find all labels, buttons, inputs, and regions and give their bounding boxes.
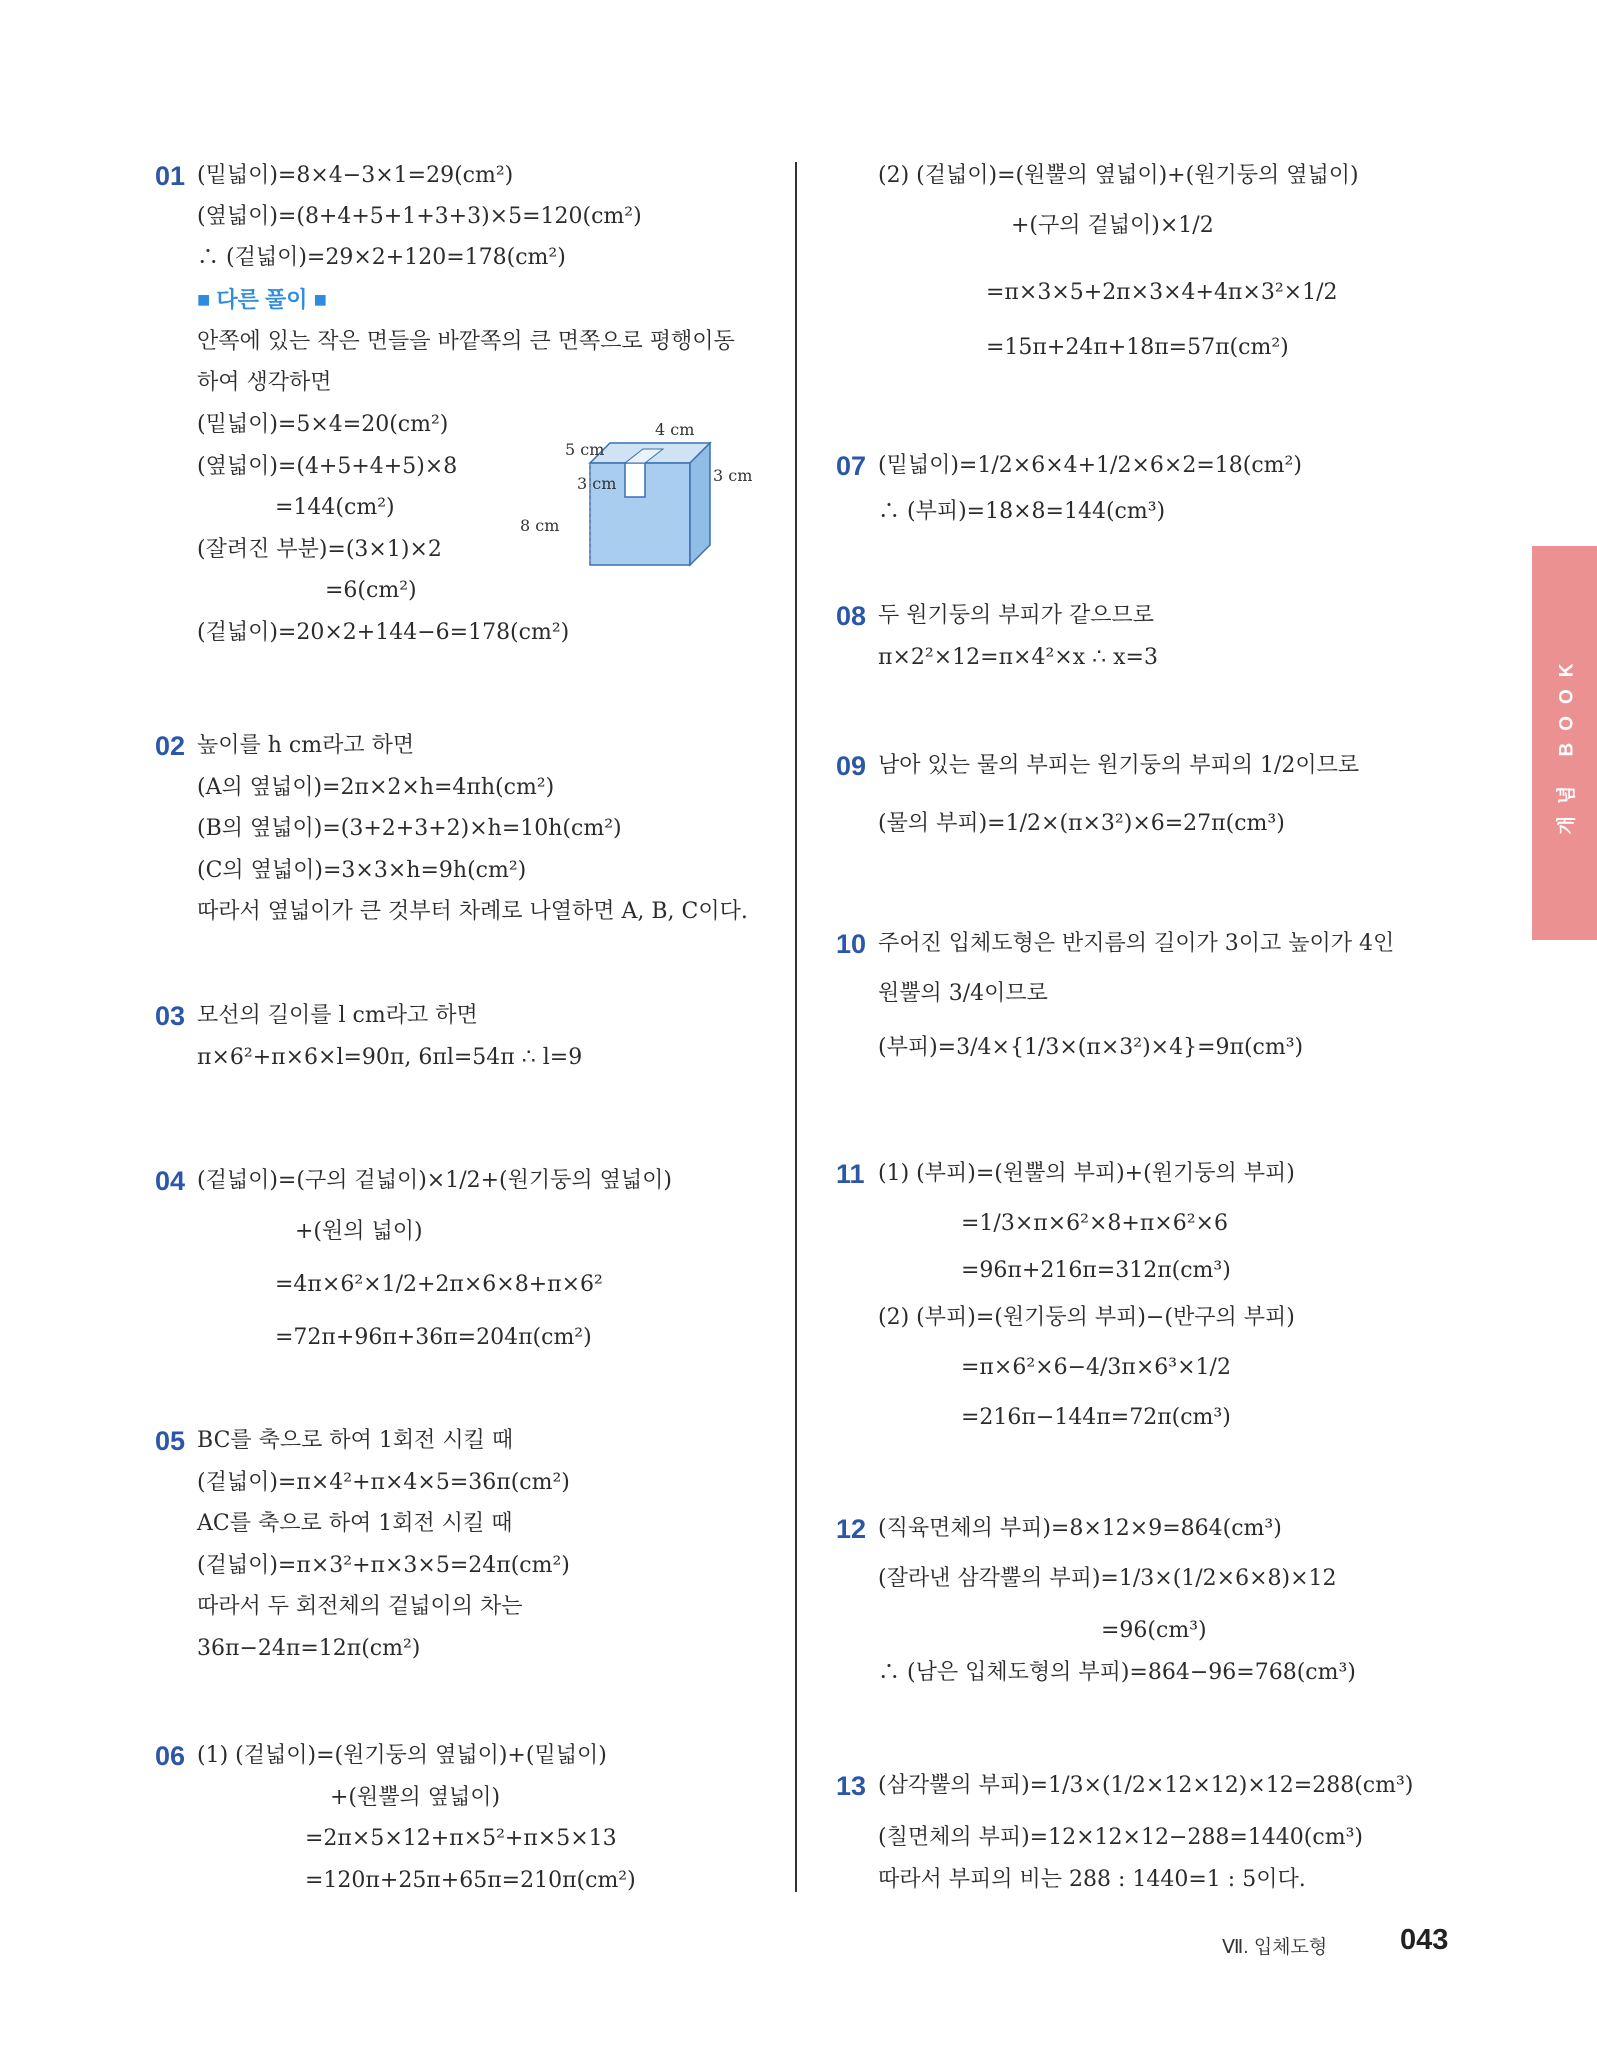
solution-line: =144(cm²) — [275, 495, 395, 520]
solution-line: (옆넓이)=(8+4+5+1+3+3)×5=120(cm²) — [197, 204, 642, 229]
solution-line: (밑넓이)=8×4−3×1=29(cm²) — [197, 163, 514, 188]
problem-number: 03 — [155, 1001, 186, 1031]
dim-label: 3 cm — [577, 474, 617, 493]
solution-line: (옆넓이)=(4+5+4+5)×8 — [197, 454, 458, 479]
solution-line: 두 원기둥의 부피가 같으므로 — [878, 603, 1155, 628]
solution-line: =4π×6²×1/2+2π×6×8+π×6² — [275, 1272, 603, 1297]
solution-line: 따라서 두 회전체의 겉넓이의 차는 — [197, 1594, 523, 1619]
solution-line: =120π+25π+65π=210π(cm²) — [305, 1868, 636, 1893]
prism-figure — [515, 415, 755, 585]
solution-line: (겉넓이)=(구의 겉넓이)×1/2+(원기둥의 옆넓이) — [197, 1168, 672, 1193]
solution-line: +(구의 겉넓이)×1/2 — [1011, 213, 1214, 238]
solution-line: (직육면체의 부피)=8×12×9=864(cm³) — [878, 1516, 1282, 1541]
solution-line: =π×3×5+2π×3×4+4π×3²×1/2 — [986, 280, 1338, 305]
solution-line: =72π+96π+36π=204π(cm²) — [275, 1325, 592, 1350]
solution-line: (잘려진 부분)=(3×1)×2 — [197, 537, 442, 562]
problem-number: 06 — [155, 1741, 186, 1771]
solution-line: 원뿔의 3/4이므로 — [878, 981, 1048, 1006]
solution-line: =96π+216π=312π(cm³) — [961, 1258, 1231, 1283]
solution-line: BC를 축으로 하여 1회전 시킬 때 — [197, 1428, 514, 1453]
problem-number: 11 — [836, 1159, 865, 1189]
solution-line: (1) (부피)=(원뿔의 부피)+(원기둥의 부피) — [878, 1161, 1295, 1186]
problem-number: 13 — [836, 1771, 867, 1801]
page-number: 043 — [1400, 1924, 1449, 1956]
solution-line: 높이를 h cm라고 하면 — [197, 733, 415, 758]
side-tab-label: 개념 BOOK — [1556, 651, 1577, 835]
solution-line: (2) (부피)=(원기둥의 부피)−(반구의 부피) — [878, 1305, 1295, 1330]
problem-number: 12 — [836, 1514, 867, 1544]
solution-line: 주어진 입체도형은 반지름의 길이가 3이고 높이가 4인 — [878, 931, 1395, 956]
solution-line: 하여 생각하면 — [197, 370, 332, 395]
solution-line: (삼각뿔의 부피)=1/3×(1/2×12×12)×12=288(cm³) — [878, 1773, 1414, 1798]
dim-label: 5 cm — [565, 440, 605, 459]
solution-line: (2) (겉넓이)=(원뿔의 옆넓이)+(원기둥의 옆넓이) — [878, 163, 1359, 188]
problem-number: 01 — [155, 161, 186, 191]
solution-line: ∴ (남은 입체도형의 부피)=864−96=768(cm³) — [878, 1660, 1356, 1685]
solution-line: ∴ (겉넓이)=29×2+120=178(cm²) — [197, 245, 566, 270]
solution-line: 남아 있는 물의 부피는 원기둥의 부피의 1/2이므로 — [878, 753, 1360, 778]
dim-label: 3 cm — [713, 466, 753, 485]
problem-number: 10 — [836, 929, 867, 959]
solution-line: (겉넓이)=π×4²+π×4×5=36π(cm²) — [197, 1470, 570, 1495]
solution-line: 따라서 옆넓이가 큰 것부터 차례로 나열하면 A, B, C이다. — [197, 899, 748, 924]
solution-line: (1) (겉넓이)=(원기둥의 옆넓이)+(밑넓이) — [197, 1743, 607, 1768]
solution-line: π×6²+π×6×l=90π, 6πl=54π ∴ l=9 — [197, 1045, 583, 1070]
problem-number: 07 — [836, 451, 867, 481]
solution-line: (밑넓이)=5×4=20(cm²) — [197, 412, 449, 437]
problem-number: 04 — [155, 1166, 186, 1196]
solution-line: =15π+24π+18π=57π(cm²) — [986, 335, 1289, 360]
solution-line: (A의 옆넓이)=2π×2×h=4πh(cm²) — [197, 775, 555, 800]
solution-line: =216π−144π=72π(cm³) — [961, 1405, 1231, 1430]
solution-line: =2π×5×12+π×5²+π×5×13 — [305, 1826, 617, 1851]
dim-label: 8 cm — [520, 516, 560, 535]
solution-line: (C의 옆넓이)=3×3×h=9h(cm²) — [197, 858, 527, 883]
footer-section-title: Ⅶ. 입체도형 — [1222, 1937, 1328, 1958]
solution-line: (밑넓이)=1/2×6×4+1/2×6×2=18(cm²) — [878, 453, 1302, 478]
alt-solution-title: ■ 다른 풀이 ■ — [197, 287, 327, 312]
problem-number: 02 — [155, 731, 186, 761]
solution-line: 36π−24π=12π(cm²) — [197, 1636, 421, 1661]
solution-line: =6(cm²) — [325, 578, 417, 603]
dim-label: 4 cm — [655, 420, 695, 439]
solution-line: 안쪽에 있는 작은 면들을 바깥쪽의 큰 면쪽으로 평행이동 — [197, 329, 735, 354]
side-tab — [1532, 546, 1597, 940]
solution-line: =1/3×π×6²×8+π×6²×6 — [961, 1211, 1228, 1236]
solution-line: (겉넓이)=20×2+144−6=178(cm²) — [197, 620, 570, 645]
solution-line: ∴ (부피)=18×8=144(cm³) — [878, 499, 1166, 524]
solution-line: =π×6²×6−4/3π×6³×1/2 — [961, 1355, 1231, 1380]
solution-line: (잘라낸 삼각뿔의 부피)=1/3×(1/2×6×8)×12 — [878, 1566, 1337, 1591]
solution-line: +(원의 넓이) — [295, 1219, 423, 1244]
solution-line: 따라서 부피의 비는 288 : 1440=1 : 5이다. — [878, 1867, 1306, 1892]
solution-line: π×2²×12=π×4²×x ∴ x=3 — [878, 645, 1158, 670]
solution-line: (겉넓이)=π×3²+π×3×5=24π(cm²) — [197, 1553, 570, 1578]
column-divider — [795, 162, 797, 1892]
solution-line: (부피)=3/4×{1/3×(π×3²)×4}=9π(cm³) — [878, 1035, 1304, 1060]
solution-line: +(원뿔의 옆넓이) — [330, 1785, 501, 1810]
solution-line: (칠면체의 부피)=12×12×12−288=1440(cm³) — [878, 1825, 1363, 1850]
solution-line: 모선의 길이를 l cm라고 하면 — [197, 1003, 478, 1028]
problem-number: 05 — [155, 1426, 186, 1456]
problem-number: 08 — [836, 601, 867, 631]
solution-line: =96(cm³) — [1101, 1618, 1207, 1643]
solution-line: (물의 부피)=1/2×(π×3²)×6=27π(cm³) — [878, 811, 1285, 836]
solution-line: (B의 옆넓이)=(3+2+3+2)×h=10h(cm²) — [197, 816, 622, 841]
problem-number: 09 — [836, 751, 867, 781]
solution-line: AC를 축으로 하여 1회전 시킬 때 — [197, 1511, 513, 1536]
